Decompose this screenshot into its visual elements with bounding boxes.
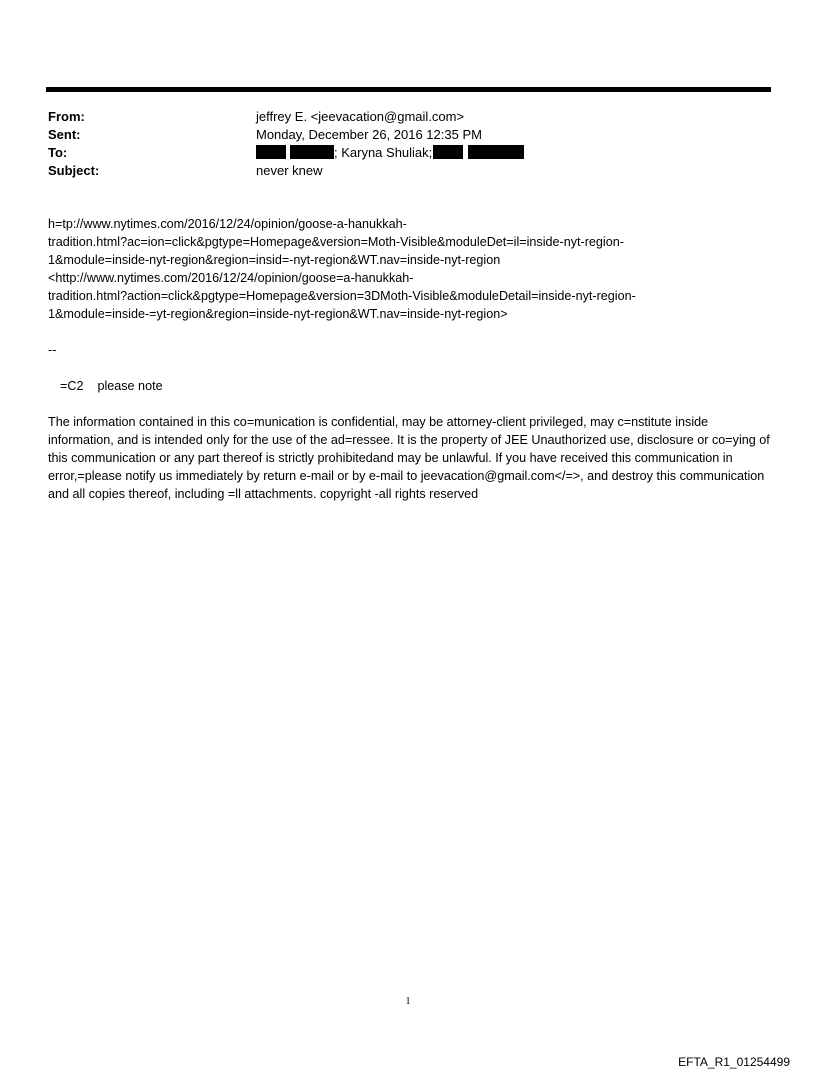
subject-label: Subject: [48,163,100,178]
to-value [256,144,524,162]
page-number: 1 [405,996,411,1007]
redaction-box [256,145,286,159]
header-divider [46,87,771,92]
signature-separator: -- [48,343,57,357]
url-line: tradition.html?action=click&pgtype=Homepage&version=3DMoth-Visible&moduleDetail=inside-nyt-region- [48,289,636,303]
subject-value: never knew [256,163,323,178]
bates-number: EFTA_R1_01254499 [678,1055,790,1069]
url-line: 1&module=inside-=yt-region&region=inside-nyt-region&WT.nav=inside-nyt-region> [48,307,508,321]
url-line: h=tp://www.nytimes.com/2016/12/24/opinion/goose-a-hanukkah- [48,217,407,231]
url-line: tradition.html?ac=ion=click&pgtype=Homepage&version=Moth-Visible&moduleDet=il=inside-nyt-region- [48,235,624,249]
url-line: <http://www.nytimes.com/2016/12/24/opinion/goose=a-hanukkah- [48,271,414,285]
from-row [48,108,768,126]
email-body [48,215,773,503]
from-value: jeffrey E. <jeevacation@gmail.com> [256,109,465,124]
redaction-box [433,145,463,159]
confidentiality-disclaimer: The information contained in this co=munication is confidential, may be attorney-client privileged, may c=nstitute inside information, and is intended only for the use of the ad=ressee. It is the property of JEE Unauthorized use, disclosure or co=ying of this communication or any part thereof is strictly prohibitedand may be unlawful. If you have received this communication in error,=please notify us immediately by return e-mail or by e-mail to jeevacation@gmail.com</=>, and destroy this communication and all copies thereof, including =ll attachments. copyright -all rights reserved [48,415,770,501]
email-header [48,108,768,180]
redaction-box [290,145,334,159]
to-label: To: [48,145,68,160]
subject-row [48,162,768,180]
from-label: From: [48,109,85,124]
sent-value: Monday, December 26, 2016 12:35 PM [256,127,482,142]
sent-label: Sent: [48,127,81,142]
sent-row [48,126,768,144]
url-block [48,215,773,323]
to-visible-recipients: ; Karyna Shuliak; [334,145,433,160]
to-row [48,144,768,162]
url-line: 1&module=inside-nyt-region&region=insid=-nyt-region&WT.nav=inside-nyt-region [48,253,501,267]
signature-line: =C2 please note [60,379,163,393]
redaction-box [468,145,524,159]
